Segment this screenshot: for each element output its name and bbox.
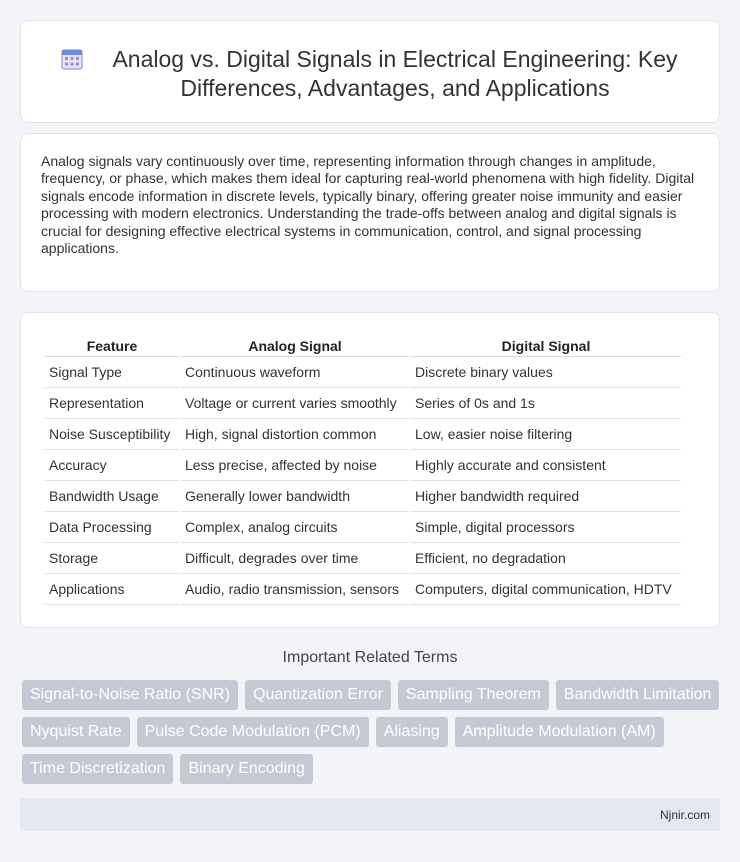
- comparison-table: [43, 336, 683, 605]
- footer-source[interactable]: Njnir.com: [659, 808, 710, 822]
- related-term-tag[interactable]: Quantization Error: [245, 680, 391, 710]
- cell-analog: Voltage or current varies smoothly: [181, 388, 409, 419]
- related-term-tag[interactable]: Pulse Code Modulation (PCM): [137, 717, 369, 747]
- intro-card: [20, 133, 720, 292]
- table-row: [45, 481, 681, 512]
- related-terms-heading: Important Related Terms: [282, 649, 458, 666]
- footer-bar: [20, 798, 720, 831]
- table-row: [45, 419, 681, 450]
- related-terms-list: [22, 680, 722, 784]
- page-title: Analog vs. Digital Signals in Electrical Engineering: Key Differences, Advantages, and Applications: [112, 46, 678, 101]
- cell-analog: Complex, analog circuits: [181, 512, 409, 543]
- cell-digital: Discrete binary values: [411, 357, 681, 388]
- cell-analog: Generally lower bandwidth: [181, 481, 409, 512]
- cell-analog: Audio, radio transmission, sensors: [181, 574, 409, 605]
- cell-feature: Data Processing: [45, 512, 179, 543]
- related-term-tag[interactable]: Binary Encoding: [180, 754, 313, 784]
- cell-digital: Computers, digital communication, HDTV: [411, 574, 681, 605]
- header-feature: Feature: [45, 336, 179, 357]
- related-term-tag[interactable]: Amplitude Modulation (AM): [455, 717, 664, 747]
- cell-digital: Highly accurate and consistent: [411, 450, 681, 481]
- table-row: [45, 450, 681, 481]
- table-row: [45, 543, 681, 574]
- cell-digital: Low, easier noise filtering: [411, 419, 681, 450]
- cell-digital: Efficient, no degradation: [411, 543, 681, 574]
- cell-feature: Signal Type: [45, 357, 179, 388]
- cell-feature: Accuracy: [45, 450, 179, 481]
- header-digital: Digital Signal: [411, 336, 681, 357]
- cell-feature: Applications: [45, 574, 179, 605]
- intro-paragraph: Analog signals vary continuously over time, representing information through changes in amplitude, frequency, or phase, which makes them ideal for capturing real-world phenomena with high fidelity. Digital signals encode information in discrete levels, typically binary, offering greater noise immunity and easier processing with modern electronics. Understanding the trade-offs between analog and digital signals is crucial for designing effective electrical systems in communication, control, and signal processing applications.: [41, 153, 695, 257]
- table-row: [45, 512, 681, 543]
- cell-digital: Series of 0s and 1s: [411, 388, 681, 419]
- cell-digital: Higher bandwidth required: [411, 481, 681, 512]
- cell-analog: Difficult, degrades over time: [181, 543, 409, 574]
- table-row: [45, 357, 681, 388]
- cell-analog: Less precise, affected by noise: [181, 450, 409, 481]
- related-term-tag[interactable]: Nyquist Rate: [22, 717, 130, 747]
- cell-analog: Continuous waveform: [181, 357, 409, 388]
- title-card: [20, 20, 720, 123]
- comparison-table-card: [20, 312, 720, 628]
- related-term-tag[interactable]: Aliasing: [376, 717, 448, 747]
- cell-feature: Representation: [45, 388, 179, 419]
- table-row: [45, 574, 681, 605]
- related-term-tag[interactable]: Sampling Theorem: [398, 680, 549, 710]
- related-term-tag[interactable]: Signal-to-Noise Ratio (SNR): [22, 680, 238, 710]
- related-term-tag[interactable]: Bandwidth Limitation: [556, 680, 720, 710]
- table-header-row: [45, 336, 681, 357]
- header-analog: Analog Signal: [181, 336, 409, 357]
- cell-feature: Bandwidth Usage: [45, 481, 179, 512]
- cell-digital: Simple, digital processors: [411, 512, 681, 543]
- cell-feature: Noise Susceptibility: [45, 419, 179, 450]
- table-row: [45, 388, 681, 419]
- cell-analog: High, signal distortion common: [181, 419, 409, 450]
- related-term-tag[interactable]: Time Discretization: [22, 754, 173, 784]
- cell-feature: Storage: [45, 543, 179, 574]
